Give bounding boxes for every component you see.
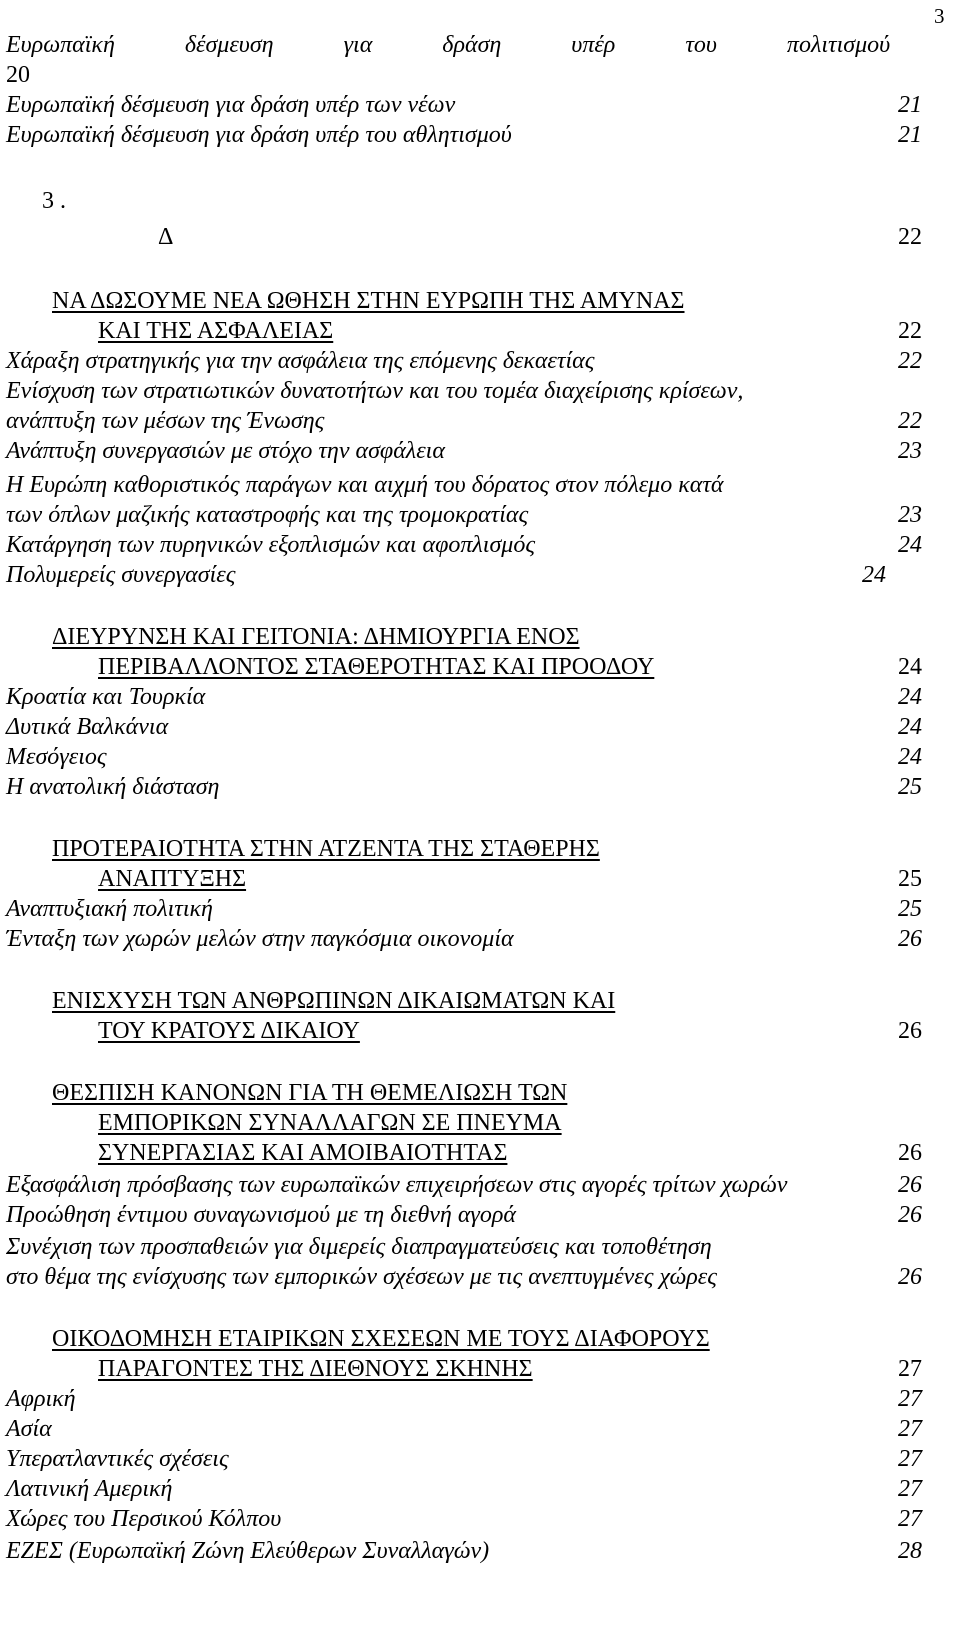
- toc-entry-text: Κροατία και Τουρκία: [6, 684, 206, 710]
- toc-entry: [6, 1504, 922, 1534]
- section-heading-text: ΟΙΚΟΔΟΜΗΣΗ ΕΤΑΙΡΙΚΩΝ ΣΧΕΣΕΩΝ ΜΕ ΤΟΥΣ ΔΙΑΦΟΡΟΥΣ: [52, 1326, 710, 1352]
- toc-entry-page: 23: [898, 438, 922, 464]
- toc-entry-text: Δυτικά Βαλκάνια: [6, 714, 169, 740]
- toc-entry: [6, 772, 922, 802]
- section-heading: [6, 1138, 922, 1168]
- toc-entry: [6, 222, 922, 252]
- toc-entry-page: 22: [898, 318, 922, 344]
- chapter-number-text: 3 .: [42, 188, 66, 214]
- toc-entry: [6, 376, 922, 406]
- section-heading: [6, 1324, 922, 1354]
- toc-entry: [6, 530, 922, 560]
- toc-entry-text: Ευρωπαϊκή δέσμευση για δράση υπέρ του πολιτισμού: [6, 32, 891, 58]
- toc-entry-page: 28: [898, 1538, 922, 1564]
- section-heading: [6, 986, 922, 1016]
- chapter-number: [42, 186, 922, 216]
- section-heading-text: ΕΝΙΣΧΥΣΗ ΤΩΝ ΑΝΘΡΩΠΙΝΩΝ ΔΙΚΑΙΩΜΑΤΩΝ ΚΑΙ: [52, 988, 616, 1014]
- toc-entry-page-row: [6, 60, 922, 90]
- toc-entry-text: Αφρική: [6, 1386, 76, 1412]
- section-heading: [6, 834, 922, 864]
- toc-entry-page: 20: [6, 62, 30, 88]
- toc-entry-text: Αναπτυξιακή πολιτική: [6, 896, 213, 922]
- toc-entry: [6, 1384, 922, 1414]
- toc-entry: [6, 436, 922, 466]
- section-heading-text: ΚΑΙ ΤΗΣ ΑΣΦΑΛΕΙΑΣ: [98, 318, 334, 344]
- toc-entry-text: ανάπτυξη των μέσων της Ένωσης: [6, 408, 325, 434]
- section-heading: [6, 1078, 922, 1108]
- section-heading: [6, 286, 922, 316]
- section-heading: [6, 1354, 922, 1384]
- toc-entry-text: Προώθηση έντιμου συναγωνισμού με τη διεθνή αγορά: [6, 1202, 516, 1228]
- toc-entry: [6, 1414, 922, 1444]
- toc-entry-page: 24: [898, 654, 922, 680]
- toc-entry-text: Ανάπτυξη συνεργασιών με στόχο την ασφάλεια: [6, 438, 445, 464]
- toc-entry-text: Πολυμερείς συνεργασίες: [6, 562, 236, 588]
- toc-entry-text: Ένταξη των χωρών μελών στην παγκόσμια οικονομία: [6, 926, 514, 952]
- toc-entry-page: 24: [898, 684, 922, 710]
- toc-entry-page: 27: [898, 1446, 922, 1472]
- toc-entry: [6, 560, 922, 590]
- toc-entry-page: 27: [898, 1386, 922, 1412]
- toc-entry-page: 23: [898, 502, 922, 528]
- toc-entry-page: 25: [898, 896, 922, 922]
- toc-entry-text: Ευρωπαϊκή δέσμευση για δράση υπέρ του αθλητισμού: [6, 122, 512, 148]
- toc-entry-text: Χάραξη στρατηγικής για την ασφάλεια της επόμενης δεκαετίας: [6, 348, 595, 374]
- section-heading-text: ΤΟΥ ΚΡΑΤΟΥΣ ΔΙΚΑΙΟΥ: [98, 1018, 360, 1044]
- toc-entry-text: Μεσόγειος: [6, 744, 107, 770]
- toc-entry: [6, 1444, 922, 1474]
- toc-entry-page: 27: [898, 1356, 922, 1382]
- toc-entry-page: 22: [898, 408, 922, 434]
- section-heading: [6, 622, 922, 652]
- toc-entry-text: Η ανατολική διάσταση: [6, 774, 220, 800]
- section-heading: [6, 1016, 922, 1046]
- toc-entry: [6, 346, 922, 376]
- toc-entry: [6, 924, 922, 954]
- toc-entry: [6, 1536, 922, 1566]
- section-heading-text: ΘΕΣΠΙΣΗ ΚΑΝΟΝΩΝ ΓΙΑ ΤΗ ΘΕΜΕΛΙΩΣΗ ΤΩΝ: [52, 1080, 568, 1106]
- toc-entry: [6, 120, 922, 150]
- toc-entry-page: 22: [898, 348, 922, 374]
- toc-entry-page: 24: [898, 744, 922, 770]
- section-heading-text: ΝΑ ΔΩΣΟΥΜΕ ΝΕΑ ΩΘΗΣΗ ΣΤΗΝ ΕΥΡΩΠΗ ΤΗΣ ΑΜΥΝΑΣ: [52, 288, 685, 314]
- section-heading-text: ΔΙΕΥΡΥΝΣΗ ΚΑΙ ΓΕΙΤΟΝΙΑ: ΔΗΜΙΟΥΡΓΙΑ ΕΝΟΣ: [52, 624, 580, 650]
- toc-entry-page: 24: [898, 714, 922, 740]
- section-heading: [6, 316, 922, 346]
- toc-entry-text: Ασία: [6, 1416, 52, 1442]
- toc-entry-text: Εξασφάλιση πρόσβασης των ευρωπαϊκών επιχειρήσεων στις αγορές τρίτων χωρών: [6, 1172, 788, 1198]
- toc-entry-text: Συνέχιση των προσπαθειών για διμερείς διαπραγματεύσεις και τοποθέτηση: [6, 1234, 712, 1260]
- toc-entry-page: 26: [898, 1018, 922, 1044]
- toc-entry: [6, 682, 922, 712]
- toc-entry-page: 26: [898, 1140, 922, 1166]
- toc-entry-text: στο θέμα της ενίσχυσης των εμπορικών σχέσεων με τις ανεπτυγμένες χώρες: [6, 1264, 717, 1290]
- toc-entry-page: 24: [862, 562, 886, 588]
- toc-entry-page: 25: [898, 866, 922, 892]
- toc-entry: [6, 1200, 922, 1230]
- toc-entry-text: των όπλων μαζικής καταστροφής και της τρομοκρατίας: [6, 502, 529, 528]
- toc-entry-text: ΕΖΕΣ (Ευρωπαϊκή Ζώνη Ελεύθερων Συναλλαγών): [6, 1538, 490, 1564]
- section-heading: [6, 652, 922, 682]
- toc-entry-page: 21: [898, 92, 922, 118]
- toc-entry-text: Κατάργηση των πυρηνικών εξοπλισμών και αφοπλισμός: [6, 532, 536, 558]
- toc-entry-text: Ευρωπαϊκή δέσμευση για δράση υπέρ των νέων: [6, 92, 456, 118]
- toc-entry: [6, 894, 922, 924]
- toc-entry-page: 27: [898, 1506, 922, 1532]
- section-heading: [6, 864, 922, 894]
- toc-entry: [6, 1170, 922, 1200]
- toc-entry: [6, 742, 922, 772]
- toc-entry-page: 27: [898, 1416, 922, 1442]
- page-number: 3: [934, 4, 945, 28]
- toc-entry-page: 25: [898, 774, 922, 800]
- toc-entry-text: Χώρες του Περσικού Κόλπου: [6, 1506, 282, 1532]
- section-heading-text: ΑΝΑΠΤΥΞΗΣ: [98, 866, 247, 892]
- toc-entry: [6, 1474, 922, 1504]
- toc-entry-text: Δ: [158, 224, 174, 250]
- toc-entry-text: Λατινική Αμερική: [6, 1476, 173, 1502]
- section-heading-text: ΣΥΝΕΡΓΑΣΙΑΣ ΚΑΙ ΑΜΟΙΒΑΙΟΤΗΤΑΣ: [98, 1140, 508, 1166]
- toc-entry-text: Η Ευρώπη καθοριστικός παράγων και αιχμή του δόρατος στον πόλεμο κατά: [6, 472, 724, 498]
- toc-entry: [6, 90, 922, 120]
- toc-entry-page: 21: [898, 122, 922, 148]
- toc-entry: [6, 500, 922, 530]
- section-heading-text: ΠΡΟΤΕΡΑΙΟΤΗΤΑ ΣΤΗΝ ΑΤΖΕΝΤΑ ΤΗΣ ΣΤΑΘΕΡΗΣ: [52, 836, 600, 862]
- toc-entry: [6, 406, 922, 436]
- section-heading-text: ΕΜΠΟΡΙΚΩΝ ΣΥΝΑΛΛΑΓΩΝ ΣΕ ΠΝΕΥΜΑ: [98, 1110, 562, 1136]
- toc-entry-page: 26: [898, 1202, 922, 1228]
- section-heading-text: ΠΕΡΙΒΑΛΛΟΝΤΟΣ ΣΤΑΘΕΡΟΤΗΤΑΣ ΚΑΙ ΠΡΟΟΔΟΥ: [98, 654, 655, 680]
- toc-entry-page: 26: [898, 926, 922, 952]
- toc-entry: [6, 712, 922, 742]
- toc-entry: [6, 1232, 922, 1262]
- toc-entry-text: Ενίσχυση των στρατιωτικών δυνατοτήτων και του τομέα διαχείρισης κρίσεων,: [6, 378, 744, 404]
- toc-entry: [6, 470, 922, 500]
- toc-entry: [6, 30, 922, 60]
- section-heading: [6, 1108, 922, 1138]
- section-heading-text: ΠΑΡΑΓΟΝΤΕΣ ΤΗΣ ΔΙΕΘΝΟΥΣ ΣΚΗΝΗΣ: [98, 1356, 533, 1382]
- toc-entry-page: 22: [898, 224, 922, 250]
- toc-entry-page: 24: [898, 532, 922, 558]
- toc-entry-page: 27: [898, 1476, 922, 1502]
- toc-entry-page: 26: [898, 1264, 922, 1290]
- toc-entry-text: Υπερατλαντικές σχέσεις: [6, 1446, 229, 1472]
- toc-entry-page: 26: [898, 1172, 922, 1198]
- toc-entry: [6, 1262, 922, 1292]
